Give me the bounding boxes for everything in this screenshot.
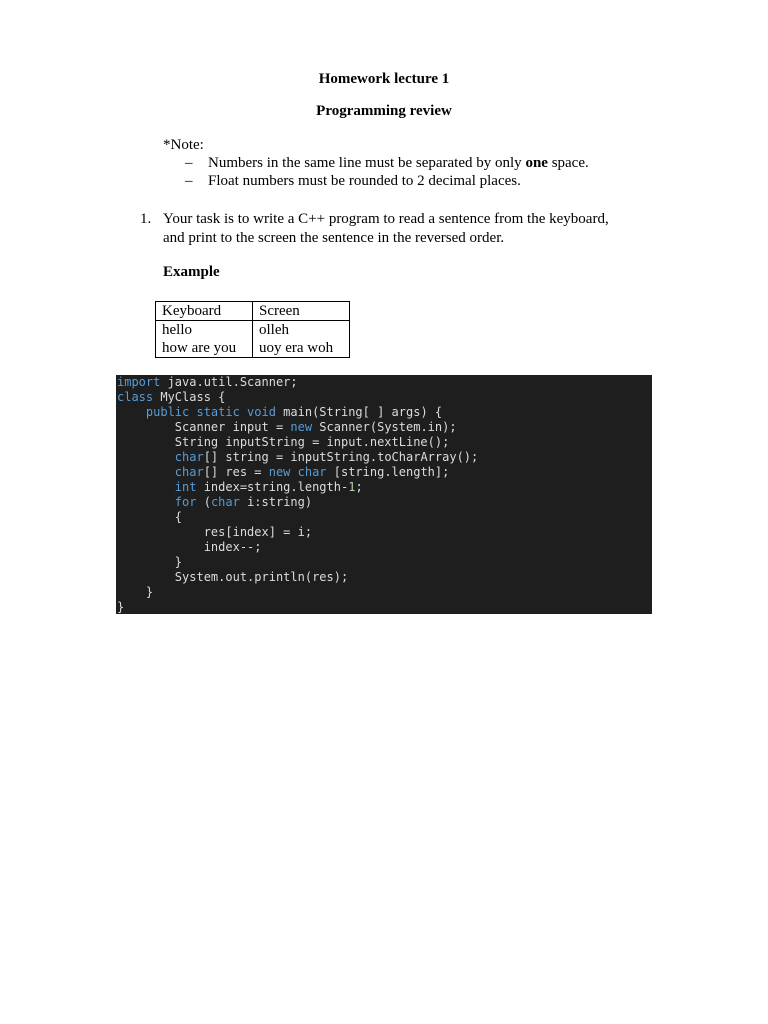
table-cell: uoy era woh: [253, 339, 350, 358]
task-number: 1.: [140, 211, 152, 227]
code-keyword: new: [290, 420, 313, 434]
table-header-cell: Screen: [253, 302, 350, 321]
note-heading: *Note:: [163, 137, 204, 153]
document-subtitle: Programming review: [316, 103, 452, 119]
code-number: 1: [348, 480, 356, 494]
code-text: Scanner(System.in);: [312, 420, 457, 434]
code-keyword: char: [210, 495, 240, 509]
code-line: [117, 405, 652, 420]
code-line: [117, 570, 652, 585]
code-text: [117, 495, 175, 509]
code-text: [] string = inputString.toCharArray();: [203, 450, 479, 464]
table-row: [156, 339, 350, 358]
code-text: i:string): [239, 495, 313, 509]
code-text: [117, 450, 175, 464]
code-line: [117, 435, 652, 450]
code-line: [117, 480, 652, 495]
note-text: Numbers in the same line must be separated by only: [208, 155, 526, 171]
code-text: Scanner input =: [117, 420, 291, 434]
code-text: (: [196, 495, 211, 509]
code-line: [117, 465, 652, 480]
code-block: [116, 375, 652, 614]
code-line: [117, 510, 652, 525]
code-text: [] res =: [203, 465, 269, 479]
code-line: [117, 585, 652, 600]
dash-bullet: –: [185, 155, 193, 171]
code-text: String inputString = input.nextLine();: [117, 435, 450, 449]
table-row: [156, 321, 350, 340]
code-text: [string.length];: [326, 465, 450, 479]
code-keyword: public static void: [145, 405, 276, 419]
note-item: [185, 155, 589, 172]
code-line: [117, 525, 652, 540]
note-item: [185, 173, 521, 190]
code-keyword: import: [117, 375, 161, 389]
code-text: }: [117, 555, 183, 569]
code-line: [117, 420, 652, 435]
code-text: java.util.Scanner;: [160, 375, 298, 389]
code-keyword: class: [117, 390, 154, 404]
code-text: ;: [355, 480, 363, 494]
code-text: [117, 405, 146, 419]
code-text: [117, 465, 175, 479]
table-header-row: [156, 302, 350, 321]
code-text: }: [117, 600, 125, 614]
code-line: [117, 600, 652, 615]
note-emphasis: one: [525, 155, 548, 171]
code-text: MyClass {: [153, 390, 226, 404]
code-text: System.out.println(res);: [117, 570, 349, 584]
task-text: Your task is to write a C++ program to read a sentence from the keyboard, and print to the screen the sentence in the reversed order.: [163, 211, 609, 246]
note-text: space.: [547, 155, 589, 171]
code-line: [117, 495, 652, 510]
code-text: [117, 480, 175, 494]
table-header-cell: Keyboard: [156, 302, 253, 321]
code-text: index--;: [117, 540, 262, 554]
code-keyword: char: [174, 465, 204, 479]
note-text: Float numbers must be rounded to 2 decimal places.: [208, 173, 521, 189]
code-keyword: new char: [268, 465, 327, 479]
code-line: [117, 450, 652, 465]
dash-bullet: –: [185, 173, 193, 189]
table-cell: hello: [156, 321, 253, 340]
code-keyword: for: [174, 495, 197, 509]
document-title: Homework lecture 1: [318, 71, 450, 87]
code-line: [117, 390, 652, 405]
table-cell: how are you: [156, 339, 253, 358]
code-text: main(String[ ] args) {: [275, 405, 443, 419]
code-line: [117, 540, 652, 555]
example-label: Example: [163, 264, 220, 280]
example-table: [155, 301, 350, 358]
table-cell: olleh: [253, 321, 350, 340]
code-keyword: char: [174, 450, 204, 464]
code-keyword: int: [174, 480, 197, 494]
code-text: index=string.length-: [196, 480, 349, 494]
code-line: [117, 375, 652, 390]
code-line: [117, 555, 652, 570]
code-text: res[index] = i;: [117, 525, 313, 539]
code-text: }: [117, 585, 154, 599]
code-text: {: [117, 510, 183, 524]
